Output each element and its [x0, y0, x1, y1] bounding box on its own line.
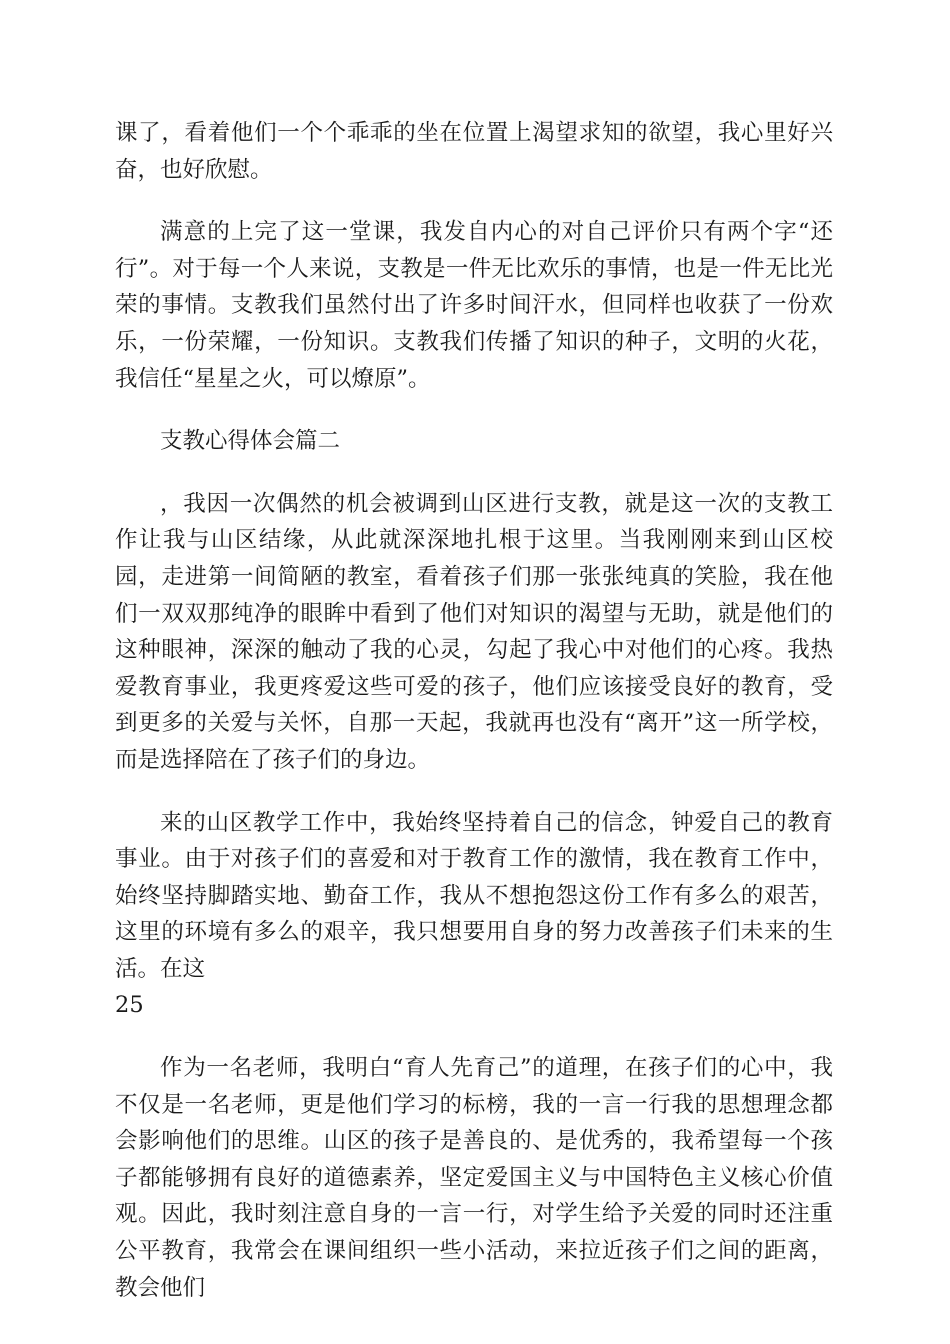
- paragraph-1: 课了，看着他们一个个乖乖的坐在位置上渴望求知的欲望，我心里好兴奋，也好欣慰。: [115, 120, 833, 183]
- paragraph-4-block: [115, 805, 833, 1025]
- paragraph-3: ，我因一次偶然的机会被调到山区进行支教，就是这一次的支教工作让我与山区结缘，从此就深深地扎根于这里。当我刚刚来到山区校园，走进第一间简陋的教室，看着孩子们那一张张纯真的笑脸，我在他们一双双那纯净的眼眸中看到了他们对知识的渴望与无助，就是他们的这种眼神，深深的触动了我的心灵，勾起了我心中对他们的心疼。我热爱教育事业，我更疼爱这些可爱的孩子，他们应该接受良好的教育，受到更多的关爱与关怀，自那一天起，我就再也没有“离开”这一所学校，而是选择陪在了孩子们的身边。: [115, 490, 833, 773]
- paragraph-5: 作为一名老师，我明白“育人先育己”的道理，在孩子们的心中，我不仅是一名老师，更是他们学习的标榜，我的一言一行我的思想理念都会影响他们的思维。山区的孩子是善良的、是优秀的，我希望每一个孩子都能够拥有良好的道德素养，坚定爱国主义与中国特色主义核心价值观。因此，我时刻注意自身的一言一行，对学生给予关爱的同时还注重公平教育，我常会在课间组织一些小活动，来拉近孩子们之间的距离，教会他们: [115, 1055, 833, 1301]
- section-heading: 支教心得体会篇二: [160, 428, 341, 455]
- document-page: [115, 115, 833, 1306]
- page-number-inline: 25: [115, 992, 144, 1019]
- paragraph-2: 满意的上完了这一堂课，我发自内心的对自己评价只有两个字“还行”。对于每一个人来说，支教是一件无比欢乐的事情，也是一件无比光荣的事情。支教我们虽然付出了许多时间汗水，但同样也收获了一份欢乐，一份荣耀，一份知识。支教我们传播了知识的种子，文明的火花，我信任“星星之火，可以燎原”。: [115, 219, 833, 392]
- paragraph-4: 来的山区教学工作中，我始终坚持着自己的信念，钟爱自己的教育事业。由于对孩子们的喜爱和对于教育工作的激情，我在教育工作中，始终坚持脚踏实地、勤奋工作，我从不想抱怨这份工作有多么的艰苦，这里的环境有多么的艰辛，我只想要用自身的努力改善孩子们未来的生活。在这: [115, 809, 833, 982]
